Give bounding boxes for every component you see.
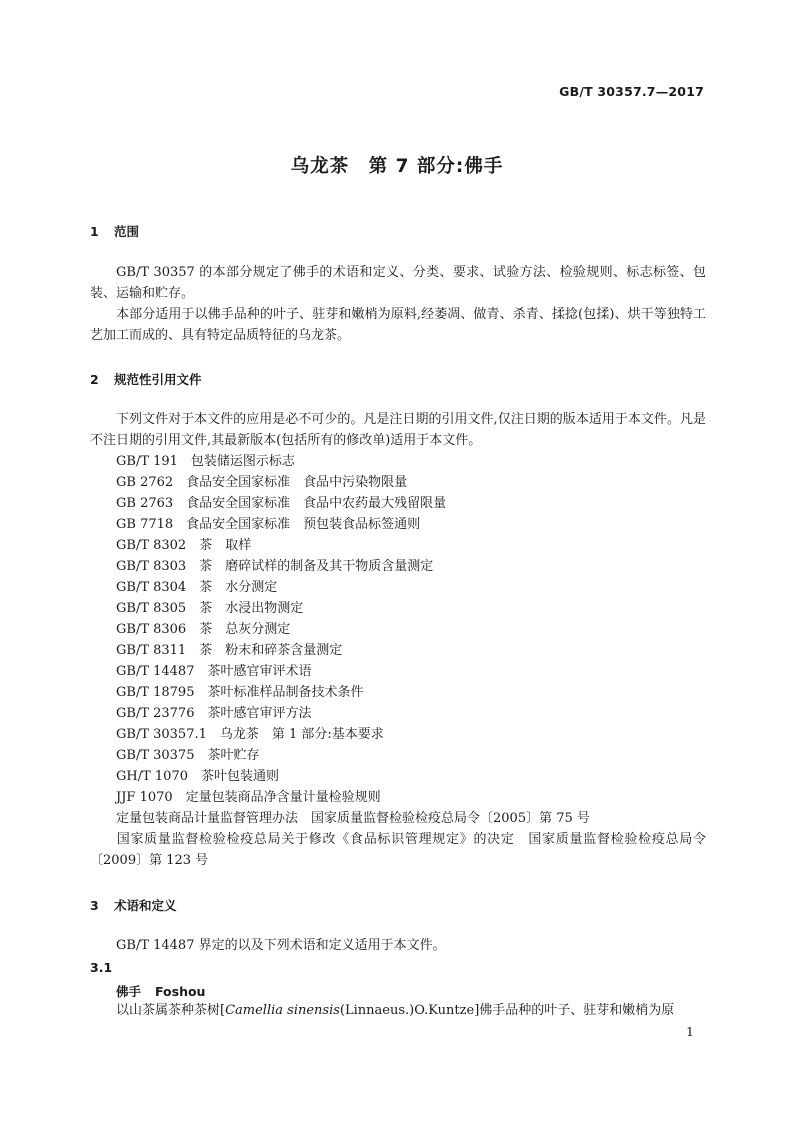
- section-1-paragraph-1: [90, 262, 706, 304]
- section-3-heading: [90, 896, 177, 914]
- reference-item: GH/T 1070 茶叶包装通则: [116, 769, 279, 784]
- section-2-heading: [90, 370, 202, 388]
- reference-item: GB/T 30375 茶叶贮存: [116, 748, 260, 763]
- section-3-intro: [90, 935, 706, 956]
- document-title: 乌龙茶 第 7 部分:佛手: [290, 156, 504, 177]
- paragraph-text: 下列文件对于本文件的应用是必不可少的。凡是注日期的引用文件,仅注日期的版本适用于本文件。凡是不注日期的引用文件,其最新版本(包括所有的修改单)适用于本文件。: [90, 412, 706, 448]
- section-2-intro: [90, 409, 706, 451]
- reference-item: GB 7718 食品安全国家标准 预包装食品标签通则: [116, 517, 421, 532]
- reference-item: 定量包装商品计量监督管理办法 国家质量监督检验检疫总局令〔2005〕第 75 号: [116, 811, 590, 826]
- reference-item: GB/T 8304 茶 水分测定: [116, 580, 278, 595]
- definition-text: (Linnaeus.)O.Kuntze]佛手品种的叶子、驻芽和嫩梢为原: [339, 1003, 675, 1018]
- reference-item: GB/T 8305 茶 水浸出物测定: [116, 601, 304, 616]
- reference-item: GB/T 18795 茶叶标准样品制备技术条件: [116, 685, 364, 700]
- section-number: 2: [90, 372, 99, 387]
- reference-item: JJF 1070 定量包装商品净含量计量检验规则: [116, 790, 381, 805]
- section-title: 规范性引用文件: [114, 372, 202, 387]
- page-number: 1: [686, 1024, 694, 1039]
- subsection-number: 3.1: [90, 960, 113, 975]
- reference-item-last: [90, 829, 706, 871]
- reference-item: GB/T 8311 茶 粉末和碎茶含量测定: [116, 643, 343, 658]
- term-definition: [116, 1000, 674, 1021]
- section-1-heading: [90, 222, 139, 240]
- term-entry: [116, 982, 205, 1000]
- reference-item: GB/T 14487 茶叶感官审评术语: [116, 664, 312, 679]
- definition-text: 以山茶属茶种茶树[: [116, 1003, 226, 1018]
- reference-item: GB/T 30357.1 乌龙茶 第 1 部分:基本要求: [116, 727, 384, 742]
- definition-latin-name: Camellia sinensis: [225, 1003, 340, 1018]
- term-chinese: 佛手: [116, 984, 142, 999]
- reference-item: GB/T 8302 茶 取样: [116, 538, 252, 553]
- reference-item: GB/T 191 包装储运图示标志: [116, 454, 295, 469]
- reference-item: GB/T 8306 茶 总灰分测定: [116, 622, 291, 637]
- paragraph-text: GB/T 14487 界定的以及下列术语和定义适用于本文件。: [116, 938, 446, 953]
- standard-code: GB/T 30357.7—2017: [559, 84, 704, 99]
- section-1-paragraph-2: [90, 304, 706, 346]
- term-english: Foshou: [155, 984, 206, 999]
- paragraph-text: 本部分适用于以佛手品种的叶子、驻芽和嫩梢为原料,经萎凋、做青、杀青、揉捻(包揉)、烘干等独特工艺加工而成的、具有特定品质特征的乌龙茶。: [90, 307, 706, 343]
- reference-item: GB 2763 食品安全国家标准 食品中农药最大残留限量: [116, 496, 447, 511]
- paragraph-text: 国家质量监督检验检疫总局关于修改《食品标识管理规定》的决定 国家质量监督检验检疫总局令〔2009〕第 123 号: [90, 832, 706, 868]
- section-number: 1: [90, 224, 99, 239]
- section-number: 3: [90, 898, 99, 913]
- reference-item: GB/T 23776 茶叶感官审评方法: [116, 706, 312, 721]
- section-title: 范围: [114, 224, 140, 239]
- paragraph-text: GB/T 30357 的本部分规定了佛手的术语和定义、分类、要求、试验方法、检验规则、标志标签、包装、运输和贮存。: [90, 265, 706, 301]
- reference-item: GB/T 8303 茶 磨碎试样的制备及其干物质含量测定: [116, 559, 434, 574]
- section-title: 术语和定义: [114, 898, 177, 913]
- reference-item: GB 2762 食品安全国家标准 食品中污染物限量: [116, 475, 408, 490]
